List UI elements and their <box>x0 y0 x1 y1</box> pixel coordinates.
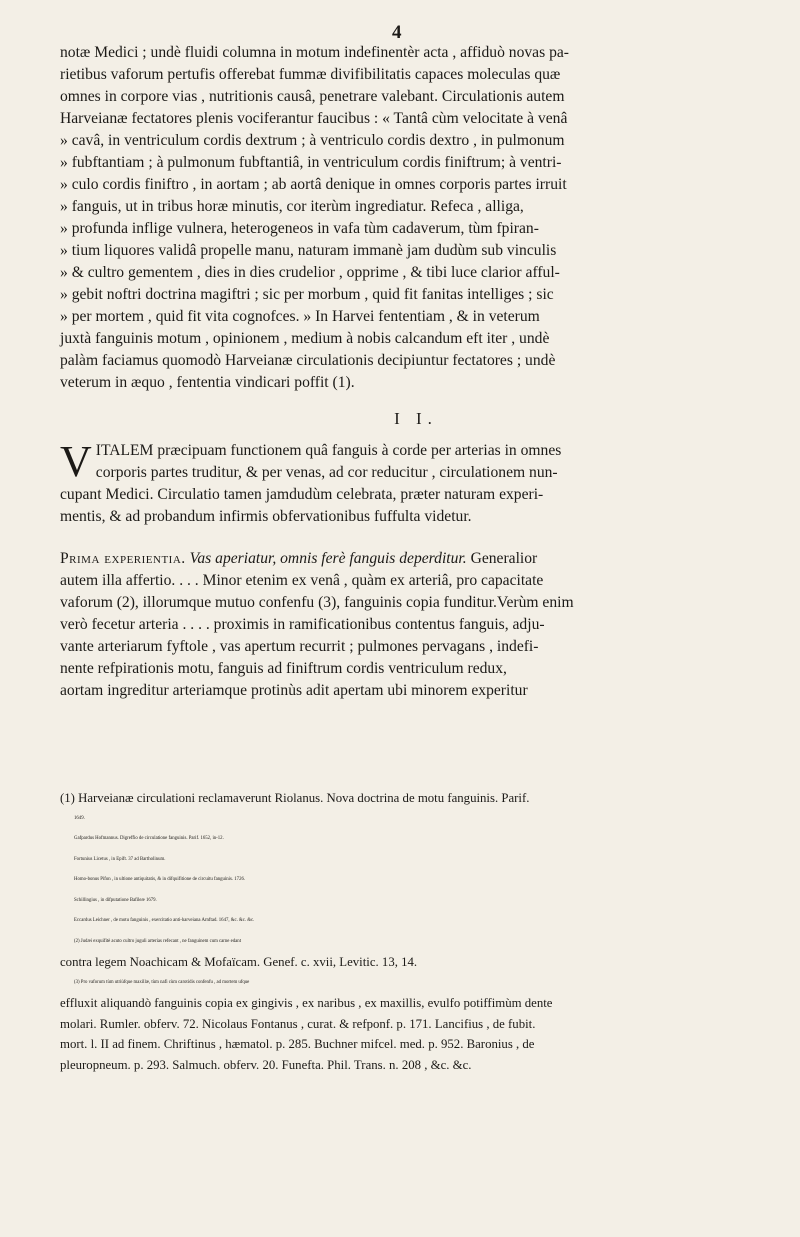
footnotes <box>60 788 772 1075</box>
page-number: 4 <box>392 22 402 43</box>
prima-rest: Generalior <box>466 550 538 567</box>
main-text <box>60 42 772 702</box>
intro-line: » cavâ, in ventriculum cordis dextrum ; à ventriculo cordis dextro , in pulmonum <box>60 132 565 149</box>
intro-line: » culo cordis finiftro , in aortam ; ab aortâ denique in omnes corporis partes irruit <box>60 176 567 193</box>
prima-line: autem illa affertio. . . . Minor etenim ex venâ , quàm ex arteriâ, pro capacitate <box>60 572 544 589</box>
prima-label: Prima experientia. <box>60 550 186 567</box>
intro-line: notæ Medici ; undè fluidi columna in motum indefinentèr acta , affiduò novas pa- <box>60 44 569 61</box>
footnote-line: 1649. <box>74 815 85 821</box>
footnote-line: pleuropneum. p. 293. Salmuch. obferv. 20. Funefta. Phil. Trans. n. 208 , &c. &c. <box>60 1057 472 1072</box>
intro-line: rietibus vaforum pertufis offerebat fummæ divifibilitatis capaces moleculas quæ <box>60 66 561 83</box>
intro-line: » per mortem , quid fit vita cognofces. » In Harvei fententiam , & in veterum <box>60 308 540 325</box>
drop-initial: V <box>60 437 92 486</box>
intro-line: » & cultro gementem , dies in dies crudelior , opprime , & tibi luce clarior afful- <box>60 264 560 281</box>
footnote-line: (1) Harveianæ circulationi reclamaverunt Riolanus. Nova doctrina de motu fanguinis. Parif. <box>60 791 530 805</box>
prima-line: vaforum (2), illorumque mutuo confenfu (3), fanguinis copia funditur.Verùm enim <box>60 594 574 611</box>
prima-experientia-paragraph <box>60 548 772 702</box>
intro-line: omnes in corpore vias , nutritionis causâ, penetrare valebant. Circulationis autem <box>60 88 565 105</box>
intro-line: » profunda inflige vulnera, heterogeneos in vafa tùm cadaverum, tùm fpiran- <box>60 220 539 237</box>
footnote-line: molari. Rumler. obferv. 72. Nicolaus Fontanus , curat. & refponf. p. 171. Lancifius , de fubit. <box>60 1016 536 1031</box>
section-heading: I I. <box>394 409 438 428</box>
prima-line: vante arteriarum fyftole , vas apertum recurrit ; pulmones pervagans , indefi- <box>60 638 539 655</box>
footnote-line: effluxit aliquandò fanguinis copia ex gingivis , ex naribus , ex maxillis, evulfo potiffimùm dente <box>60 996 553 1010</box>
intro-line: veterum in æquo , fententia vindicari poffit (1). <box>60 374 355 391</box>
prima-line: nente refpirationis motu, fanguis ad finiftrum cordis ventriculum redux, <box>60 660 507 677</box>
section-line: mentis, & ad probandum infirmis obfervationibus fuffulta videtur. <box>60 508 472 525</box>
intro-line: palàm faciamus quomodò Harveianæ circulationis decipiuntur fectatores ; undè <box>60 352 556 369</box>
prima-italic: Vas aperiatur, omnis ferè fanguis deperditur. <box>189 550 467 567</box>
intro-line: » fubftantiam ; à pulmonum fubftantiâ, in ventriculum cordis finiftrum; à ventri- <box>60 154 562 171</box>
footnote-line: mort. l. II ad finem. Chriftinus , hæmatol. p. 285. Buchner mifcel. med. p. 952. Baronius , de <box>60 1037 535 1051</box>
intro-paragraph <box>60 42 772 394</box>
footnote-line: Fortunius Licetus , in Epift. 37 ad Bartholinum. <box>74 856 166 862</box>
section-line: cupant Medici. Circulatio tamen jamdudùm celebrata, præter naturam experi- <box>60 486 544 503</box>
footnote-line: (2) Judæi exquifitè acuto cultro juguli arterias refecant , ne fanguinem cum carne edant <box>74 938 242 944</box>
prima-line: verò fecetur arteria . . . . proximis in ramificationibus contentus fanguis, adju- <box>60 616 545 633</box>
intro-line: » fanguis, ut in tribus horæ minutis, cor iterùm ingrediatur. Refeca , alliga, <box>60 198 524 215</box>
section-paragraph <box>60 437 772 528</box>
section-line: corporis partes truditur, & per venas, ad cor reducitur , circulationem nun- <box>95 464 558 481</box>
intro-line: » gebit noftri doctrina magiftri ; sic per morbum , quid fit fanitas intelliges ; sic <box>60 286 554 303</box>
prima-line: aortam ingreditur arteriamque protinùs adit apertam ubi minorem experitur <box>60 682 528 699</box>
intro-line: Harveianæ fectatores plenis vociferantur faucibus : « Tantâ cùm velocitate à venâ <box>60 110 568 127</box>
intro-line: » tium liquores validâ propelle manu, naturam immanè jam dudùm sub vinculis <box>60 242 557 259</box>
footnote-line: Eccardus Leichner , de motu fanguinis , exercitatio anti-harveiana Arnftad. 1647, &c. &c. &c. <box>74 918 255 923</box>
footnote-line: Gafpardus Hofmannus. Digreffio de circulatione fanguinis. Parif. 1652, in-12. <box>74 836 224 841</box>
footnote-line: Schillingius , in difputatione Bafileæ 1679. <box>74 897 157 903</box>
footnote-line: (3) Pro vaforum tùm utriùfque maxillæ, tùm nafi cùm carotidis confenfu , ad mortem ufque <box>74 979 250 985</box>
footnote-line: Homo-bonus Pifon , in ultione antiquitatis, & in difquifitione de circuitu fanguinis. 1726. <box>74 877 246 882</box>
section-line: ITALEM præcipuam functionem quâ fanguis à corde per arterias in omnes <box>95 442 562 459</box>
intro-line: juxtà fanguinis motum , opinionem , medium à nobis calcandum eft iter , undè <box>60 330 550 347</box>
footnote-line: contra legem Noachicam & Mofaïcam. Genef. c. xvii, Levitic. 13, 14. <box>60 955 418 969</box>
